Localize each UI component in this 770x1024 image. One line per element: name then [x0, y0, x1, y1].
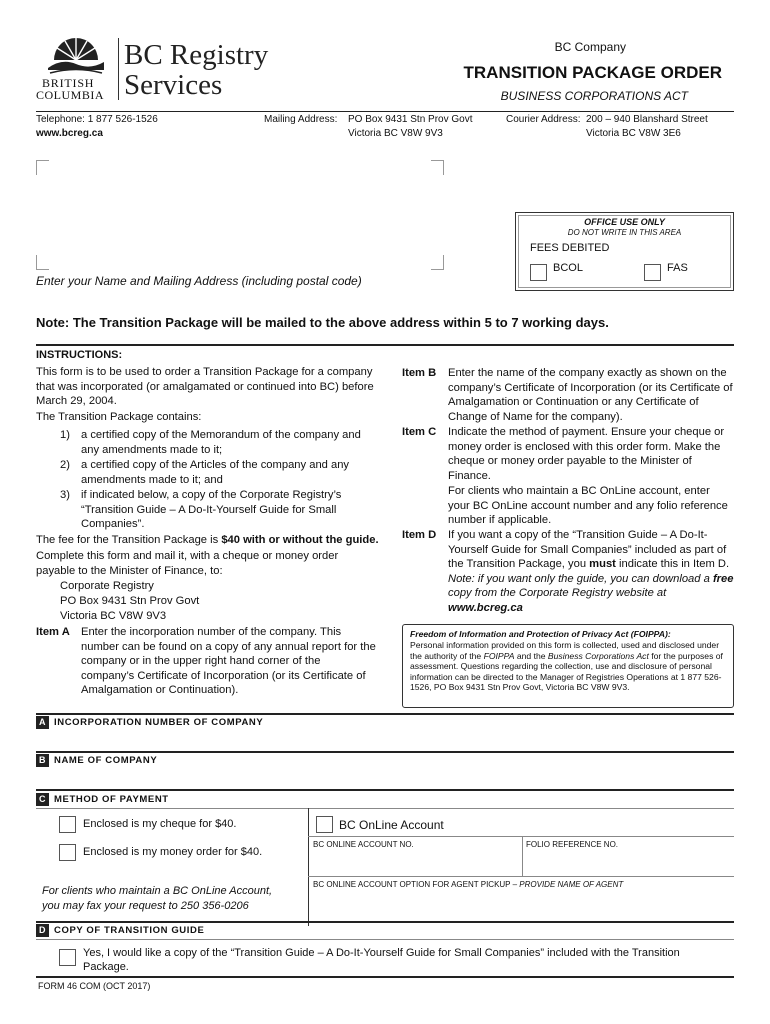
logo-divider [118, 38, 119, 100]
fax-line-2: you may fax your request to 250 356-0206 [42, 900, 249, 912]
section-b-header [36, 754, 157, 767]
item-d-text [448, 528, 734, 616]
item-d-must: must [589, 558, 616, 571]
item-b-text: Enter the name of the company exactly as shown on the company’s Certificate of Incorporation (or its Certificate of Amalgamation or Continuation or any Certificate of Change of Name for the company). [448, 367, 733, 423]
account-number-input[interactable] [312, 850, 520, 874]
contents-num-2: 2) [60, 459, 70, 471]
item-a-text: Enter the incorporation number of the company. This number can be found on a copy of any annual report for the company or in the upper right hand corner of the company’s Certificate of Incorporation (or its Certificate of Amalgamation or Continuation). [81, 626, 376, 697]
mailing-line1: PO Box 9431 Stn Prov Govt [348, 114, 473, 125]
fas-label: FAS [667, 262, 688, 274]
brand-line1: BC Registry [124, 39, 269, 71]
gov-name-line1: BRITISH [42, 76, 95, 90]
registry-address-3: Victoria BC V8W 9V3 [60, 610, 167, 622]
agent-name-input[interactable] [312, 892, 732, 922]
guide-request-text: Yes, I would like a copy of the “Transition Guide – A Do-It-Yourself Guide for Small Companies” included with the Transition Package. [83, 947, 680, 973]
fees-debited: FEES DEBITED [530, 242, 610, 254]
bcol-checkbox[interactable] [530, 264, 547, 281]
item-d-label: Item D [402, 529, 437, 541]
fee-amount: $40 with or without the guide. [221, 534, 379, 546]
company-name-input[interactable] [36, 769, 734, 789]
registry-address-2: PO Box 9431 Stn Prov Govt [60, 595, 200, 607]
courier-line1: 200 – 940 Blanshard Street [586, 114, 708, 125]
section-d-rule [36, 921, 734, 923]
folio-divider [522, 836, 523, 876]
contents-item-1: a certified copy of the Memorandum of the company and any amendments made to it; [81, 429, 361, 456]
cheque-checkbox[interactable] [59, 816, 76, 833]
fax-line-1: For clients who maintain a BC OnLine Account, [42, 885, 273, 897]
agent-pickup-label: BC ONLINE ACCOUNT OPTION FOR AGENT PICKUP – PROVIDE NAME OF AGENT [313, 880, 624, 889]
office-use-box [515, 212, 734, 291]
courier-label: Courier Address: [506, 114, 581, 125]
section-d-title: COPY OF TRANSITION GUIDE [54, 925, 205, 936]
cheque-label: Enclosed is my cheque for $40. [83, 818, 237, 830]
section-b-title: NAME OF COMPANY [54, 755, 158, 766]
contents-item-2: a certified copy of the Articles of the company and any amendments made to it; and [81, 459, 350, 486]
brand-line2: Services [124, 69, 223, 101]
fas-checkbox[interactable] [644, 264, 661, 281]
sun-mountain-icon [36, 36, 116, 76]
guide-checkbox[interactable] [59, 949, 76, 966]
fee-text: The fee for the Transition Package is [36, 534, 222, 546]
note-rule [36, 344, 734, 346]
bcol-account-label: BC OnLine Account [339, 818, 444, 832]
section-a-title: INCORPORATION NUMBER OF COMPANY [54, 717, 264, 728]
website-link[interactable]: www.bcreg.ca [36, 128, 103, 139]
section-c-letter: C [36, 793, 49, 806]
registry-address-1: Corporate Registry [60, 580, 154, 592]
item-d-text-a: If you want a copy of the “Transition Guide – A Do-It-Yourself Guide for Small Companies” included as part of the Transition Package, you [448, 529, 727, 571]
form-id: FORM 46 COM (OCT 2017) [38, 981, 151, 991]
foippa-box [402, 624, 734, 708]
item-d-note-a: Note: if you want only the guide, you can download a [448, 572, 713, 585]
fee-line [36, 533, 396, 548]
address-box[interactable] [36, 160, 444, 270]
incorporation-number-input[interactable] [36, 731, 734, 751]
contents-num-3: 3) [60, 489, 70, 501]
section-c-rule [36, 789, 734, 791]
agent-rule [308, 876, 734, 877]
folio-label: FOLIO REFERENCE NO. [526, 840, 619, 849]
mailing-label: Mailing Address: [264, 114, 338, 125]
mailing-instructions: Complete this form and mail it, with a cheque or money order payable to the Minister of Finance, to: [36, 550, 339, 577]
item-a-label: Item A [36, 626, 70, 638]
item-d-text-b: indicate this in Item D. [615, 558, 730, 571]
company-type: BC Company [554, 40, 626, 54]
item-c-text-2: For clients who maintain a BC OnLine account, enter your BC OnLine account number and any folio reference number if applicable. [448, 485, 728, 527]
mailing-note: Note: The Transition Package will be mailed to the above address within 5 to 7 working days. [36, 315, 609, 330]
bcol-account-checkbox[interactable] [316, 816, 333, 833]
section-a-letter: A [36, 716, 49, 729]
mailing-line2: Victoria BC V8W 9V3 [348, 128, 443, 139]
instructions-heading: INSTRUCTIONS: [36, 349, 123, 361]
contents-item-3: if indicated below, a copy of the Corporate Registry’s “Transition Guide – A Do-It-Yourself Guide for Small Companies”. [81, 489, 342, 531]
package-contains: The Transition Package contains: [36, 411, 202, 423]
money-order-checkbox[interactable] [59, 844, 76, 861]
item-d-note-b: copy from the Corporate Registry website at [448, 587, 667, 600]
payment-divider [308, 808, 309, 926]
act-name: BUSINESS CORPORATIONS ACT [500, 89, 688, 103]
section-d-header [36, 924, 204, 937]
bcol-label: BCOL [553, 262, 583, 274]
address-caption: Enter your Name and Mailing Address (including postal code) [36, 274, 362, 288]
foippa-text: Personal information provided on this form is collected, used and disclosed under the authority of the FOIPPA and the Business Corporations Act for the purposes of assessment. Questions regarding the collection, use and disclosure of personal information can be directed to the Manager of Registries Operations at 1 877 526-1526, PO Box 9431 Stn Prov Govt, Victoria BC V8W 9V3. [410, 640, 723, 693]
folio-input[interactable] [526, 850, 732, 874]
section-a-header [36, 716, 263, 729]
footer-rule [36, 976, 734, 978]
section-a-rule [36, 713, 734, 715]
section-c-title: METHOD OF PAYMENT [54, 794, 169, 805]
section-c-header [36, 793, 169, 806]
office-use-title: OFFICE USE ONLY [584, 217, 665, 227]
foippa-title: Freedom of Information and Protection of Privacy Act (FOIPPA): [410, 629, 671, 639]
bc-government-logo [36, 36, 116, 102]
office-use-subtitle: DO NOT WRITE IN THIS AREA [567, 228, 682, 237]
section-d-inner-rule [36, 939, 734, 940]
account-rule [308, 836, 734, 837]
contents-num-1: 1) [60, 429, 70, 441]
form-title: TRANSITION PACKAGE ORDER [463, 63, 722, 82]
courier-line2: Victoria BC V8W 3E6 [586, 128, 681, 139]
item-d-url[interactable]: www.bcreg.ca [448, 601, 523, 614]
item-c-text-1: Indicate the method of payment. Ensure your cheque or money order is enclosed with this order form. Make the cheque or money order payable to the Minister of Finance. [448, 426, 725, 482]
section-b-rule [36, 751, 734, 753]
telephone: Telephone: 1 877 526-1526 [36, 114, 158, 125]
account-number-label: BC ONLINE ACCOUNT NO. [313, 840, 414, 849]
section-c-inner-rule [36, 808, 734, 809]
money-order-label: Enclosed is my money order for $40. [83, 846, 263, 858]
item-d-free: free [712, 572, 734, 585]
item-b-label: Item B [402, 367, 437, 379]
gov-name-line2: COLUMBIA [36, 88, 105, 102]
section-d-letter: D [36, 924, 49, 937]
header-rule [36, 111, 734, 112]
instructions-intro: This form is to be used to order a Transition Package for a company that was incorporated (or amalgamated or continued into BC) before March 29, 2004. [36, 366, 374, 408]
item-c-label: Item C [402, 426, 437, 438]
section-b-letter: B [36, 754, 49, 767]
